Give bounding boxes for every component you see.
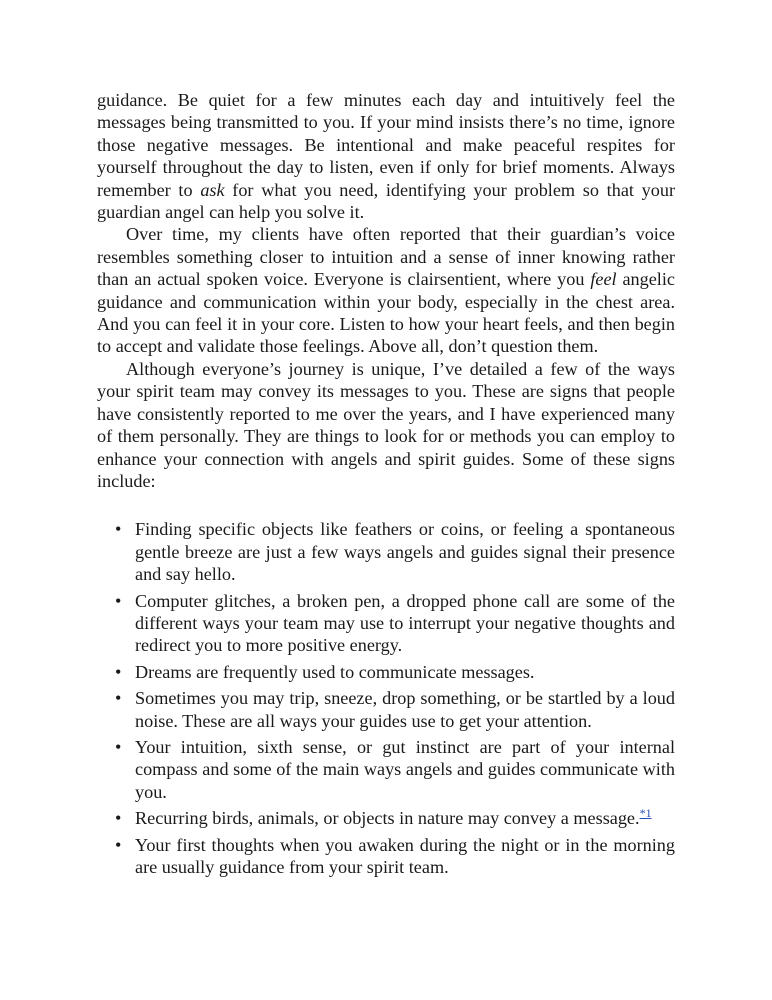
- document-page: [97, 89, 675, 882]
- bullet-icon: •: [115, 736, 122, 757]
- paragraph-3: [97, 358, 675, 492]
- paragraph-text: Over time, my clients have often reported that their guardian’s voice resembles something closer to intuition and a sense of inner knowing rather than an actual spoken voice. Everyone is clairsentient, where you: [97, 224, 675, 290]
- bullet-icon: •: [115, 661, 122, 682]
- list-item: [97, 661, 675, 683]
- list-item: [97, 518, 675, 585]
- list-item-text: Your intuition, sixth sense, or gut instinct are part of your internal compass and some of the main ways angels and guides communicate with you.: [135, 736, 675, 802]
- footnote-link[interactable]: *1: [639, 806, 652, 821]
- bullet-icon: •: [115, 808, 122, 829]
- list-item-text: Sometimes you may trip, sneeze, drop something, or be startled by a loud noise. These are all ways your guides use to get your attention.: [135, 688, 675, 731]
- paragraph-text: guidance. Be quiet for a few minutes each day and intuitively feel the messages being transmitted to you. If your mind insists there’s no time, ignore those negative messages. Be intentional and make peaceful respites for yourself throughout the day to listen, even if only for brief moments. Always remember to: [97, 90, 675, 200]
- bullet-icon: •: [115, 519, 122, 540]
- list-item-text: Computer glitches, a broken pen, a dropped phone call are some of the different ways your team may use to interrupt your negative thoughts and redirect you to more positive energy.: [135, 590, 675, 656]
- list-item: [97, 807, 675, 829]
- signs-list: [97, 518, 675, 878]
- paragraph-2: [97, 223, 675, 357]
- list-item: [97, 834, 675, 879]
- emphasis-text: ask: [200, 179, 225, 200]
- list-item-text: Your first thoughts when you awaken during the night or in the morning are usually guidance from your spirit team.: [135, 834, 675, 877]
- list-item-text: Dreams are frequently used to communicate messages.: [135, 661, 535, 682]
- bullet-icon: •: [115, 688, 122, 709]
- bullet-icon: •: [115, 590, 122, 611]
- footnote-marker: [640, 806, 652, 820]
- list-item: [97, 687, 675, 732]
- paragraph-1: [97, 89, 675, 223]
- list-item-text: Recurring birds, animals, or objects in nature may convey a message.: [135, 808, 640, 829]
- list-item-text: Finding specific objects like feathers or coins, or feeling a spontaneous gentle breeze are just a few ways angels and guides signal their presence and say hello.: [135, 519, 675, 585]
- bullet-icon: •: [115, 834, 122, 855]
- list-item: [97, 590, 675, 657]
- emphasis-text: feel: [590, 269, 617, 290]
- paragraph-text: angelic guidance and communication within your body, especially in the chest area. And you can feel it in your core. Listen to how your heart feels, and then begin to accept and validate those feelings. Above all, don’t question them.: [97, 269, 675, 357]
- body-text: [97, 89, 675, 492]
- list-item: [97, 736, 675, 803]
- paragraph-text: for what you need, identifying your problem so that your guardian angel can help you solve it.: [97, 179, 675, 223]
- paragraph-text: Although everyone’s journey is unique, I’ve detailed a few of the ways your spirit team may convey its messages to you. These are signs that people have consistently reported to me over the years, and I have experienced many of them personally. They are things to look for or methods you can employ to enhance your connection with angels and spirit guides. Some of these signs include:: [97, 358, 675, 491]
